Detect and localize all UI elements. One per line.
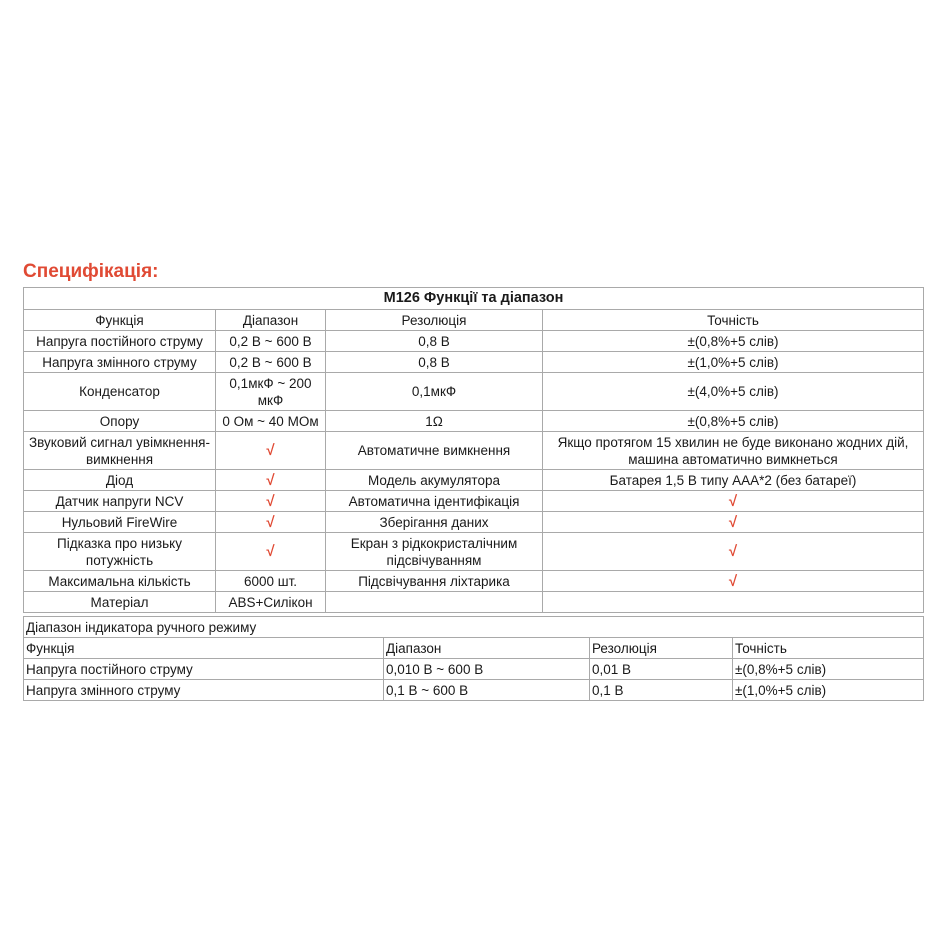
feature-name: Матеріал: [24, 592, 216, 613]
header-cell: Діапазон: [216, 310, 326, 331]
feature-name: Звуковий сигнал увімкнення-вимкнення: [24, 432, 216, 470]
table-title: M126 Функції та діапазон: [24, 288, 924, 310]
feature-name: Екран з рідкокристалічним підсвічуванням: [326, 533, 543, 571]
table-cell: 0,8 В: [326, 331, 543, 352]
table-cell: ±(4,0%+5 слів): [543, 373, 924, 411]
feature-value: Батарея 1,5 В типу AAA*2 (без батареї): [543, 470, 924, 491]
table-cell: 0,01 В: [590, 659, 733, 680]
table-cell: Напруга змінного струму: [24, 352, 216, 373]
feature-name: Модель акумулятора: [326, 470, 543, 491]
feature-name: Максимальна кількість: [24, 571, 216, 592]
feature-row: [24, 533, 924, 571]
table-cell: ±(1,0%+5 слів): [733, 680, 924, 701]
feature-name: Підсвічування ліхтарика: [326, 571, 543, 592]
table-cell: Напруга постійного струму: [24, 659, 384, 680]
table-cell: ±(1,0%+5 слів): [543, 352, 924, 373]
table-cell: 0,2 В ~ 600 В: [216, 352, 326, 373]
empty-cell: [326, 592, 543, 613]
table-cell: Напруга змінного струму: [24, 680, 384, 701]
feature-row: [24, 470, 924, 491]
spec-heading: Специфікація:: [23, 261, 159, 282]
feature-name: Автоматичне вимкнення: [326, 432, 543, 470]
feature-name: Діод: [24, 470, 216, 491]
table-cell: Напруга постійного струму: [24, 331, 216, 352]
table-cell: 0,1мкФ: [326, 373, 543, 411]
feature-value: ABS+Силікон: [216, 592, 326, 613]
table-cell: ±(0,8%+5 слів): [733, 659, 924, 680]
empty-cell: [543, 592, 924, 613]
header-cell: Функція: [24, 310, 216, 331]
table-cell: Конденсатор: [24, 373, 216, 411]
feature-row: [24, 432, 924, 470]
manual-range-table: [23, 616, 924, 701]
table-cell: 0,2 В ~ 600 В: [216, 331, 326, 352]
feature-value: Якщо протягом 15 хвилин не буде виконано жодних дій, машина автоматично вимкнеться: [543, 432, 924, 470]
feature-name: Нульовий FireWire: [24, 512, 216, 533]
header-cell: Резолюція: [590, 638, 733, 659]
table-cell: 0,8 В: [326, 352, 543, 373]
check-mark-icon: √: [216, 491, 326, 512]
header-cell: Діапазон: [384, 638, 590, 659]
feature-row: [24, 491, 924, 512]
table-cell: 0 Ом ~ 40 МОм: [216, 411, 326, 432]
table-row: [24, 659, 924, 680]
header-cell: Функція: [24, 638, 384, 659]
check-mark-icon: √: [216, 432, 326, 470]
table-cell: 1Ω: [326, 411, 543, 432]
table-cell: ±(0,8%+5 слів): [543, 411, 924, 432]
feature-name: Автоматична ідентифікація: [326, 491, 543, 512]
header-cell: Резолюція: [326, 310, 543, 331]
check-mark-icon: √: [543, 512, 924, 533]
table-row: [24, 373, 924, 411]
table-cell: 0,1мкФ ~ 200 мкФ: [216, 373, 326, 411]
table-cell: Опору: [24, 411, 216, 432]
feature-name: Підказка про низьку потужність: [24, 533, 216, 571]
table-row: [24, 411, 924, 432]
check-mark-icon: √: [543, 491, 924, 512]
feature-name: Датчик напруги NCV: [24, 491, 216, 512]
header-cell: Точність: [543, 310, 924, 331]
table-row: [24, 352, 924, 373]
check-mark-icon: √: [543, 571, 924, 592]
header-row: [24, 310, 924, 331]
table-cell: 0,010 В ~ 600 В: [384, 659, 590, 680]
feature-row: [24, 592, 924, 613]
check-mark-icon: √: [543, 533, 924, 571]
check-mark-icon: √: [216, 470, 326, 491]
check-mark-icon: √: [216, 512, 326, 533]
feature-row: [24, 512, 924, 533]
table-cell: 0,1 В: [590, 680, 733, 701]
manual-title-row: [24, 617, 924, 638]
check-mark-icon: √: [216, 533, 326, 571]
table-title-row: [24, 288, 924, 310]
functions-table: [23, 287, 924, 613]
header-cell: Точність: [733, 638, 924, 659]
feature-value: 6000 шт.: [216, 571, 326, 592]
header-row: [24, 638, 924, 659]
table-cell: ±(0,8%+5 слів): [543, 331, 924, 352]
feature-name: Зберігання даних: [326, 512, 543, 533]
feature-row: [24, 571, 924, 592]
table-row: [24, 680, 924, 701]
table-cell: 0,1 В ~ 600 В: [384, 680, 590, 701]
table-row: [24, 331, 924, 352]
manual-table-title: Діапазон індикатора ручного режиму: [24, 617, 924, 638]
